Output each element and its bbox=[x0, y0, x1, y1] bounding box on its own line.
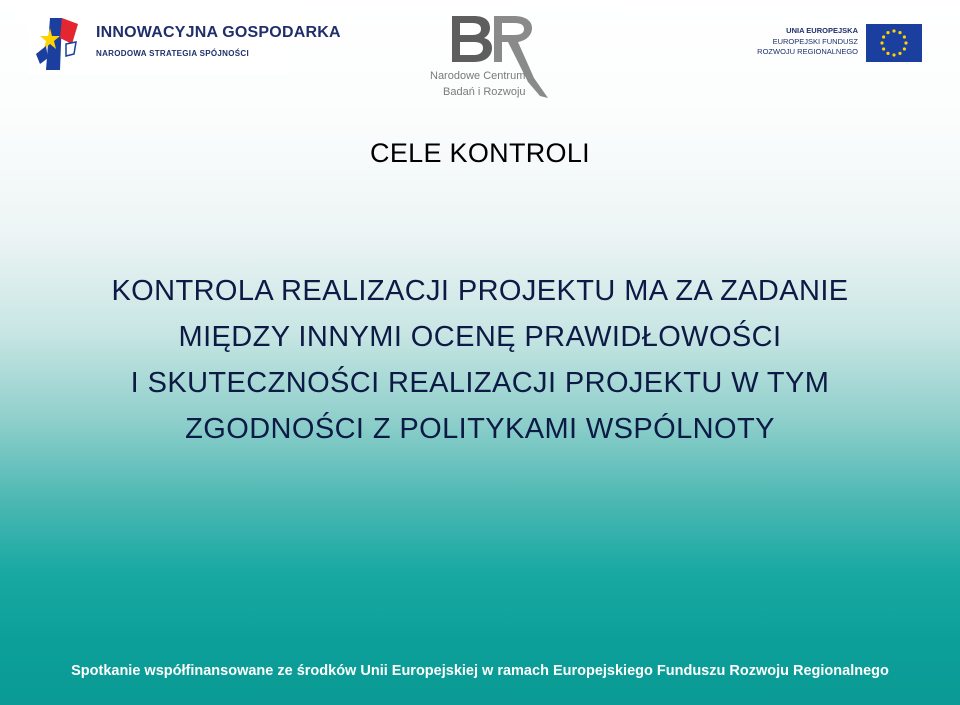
ig-title: INNOWACYJNA GOSPODARKA bbox=[96, 24, 341, 41]
ig-star-icon bbox=[32, 14, 88, 70]
ncbr-name-line2: Badań i Rozwoju bbox=[443, 86, 526, 98]
slide-body bbox=[80, 268, 880, 452]
header-logos bbox=[0, 0, 960, 110]
ncbr-name-line1: Narodowe Centrum bbox=[430, 70, 526, 82]
ncbr-logo bbox=[424, 8, 564, 100]
ue-line2: EUROPEJSKI FUNDUSZ bbox=[772, 37, 858, 46]
footer-funding-note: Spotkanie współfinansowane ze środków Unii Europejskiej w ramach Europejskiego Funduszu Rozwoju Regionalnego bbox=[71, 663, 889, 679]
unia-europejska-logo bbox=[757, 20, 930, 68]
ue-line3: ROZWOJU REGIONALNEGO bbox=[757, 47, 858, 56]
body-line: KONTROLA REALIZACJI PROJEKTU MA ZA ZADANIE bbox=[111, 275, 849, 307]
innowacyjna-gospodarka-logo bbox=[28, 10, 341, 74]
slide-title: CELE KONTROLI bbox=[370, 138, 590, 168]
body-line: I SKUTECZNOŚCI REALIZACJI PROJEKTU W TYM bbox=[130, 367, 830, 399]
eu-flag-icon bbox=[866, 24, 922, 62]
body-line: ZGODNOŚCI Z POLITYKAMI WSPÓLNOTY bbox=[185, 413, 775, 445]
ue-line1: UNIA EUROPEJSKA bbox=[786, 26, 858, 35]
ig-subtitle: NARODOWA STRATEGIA SPÓJNOŚCI bbox=[96, 49, 250, 58]
body-line: MIĘDZY INNYMI OCENĘ PRAWIDŁOWOŚCI bbox=[178, 321, 782, 353]
